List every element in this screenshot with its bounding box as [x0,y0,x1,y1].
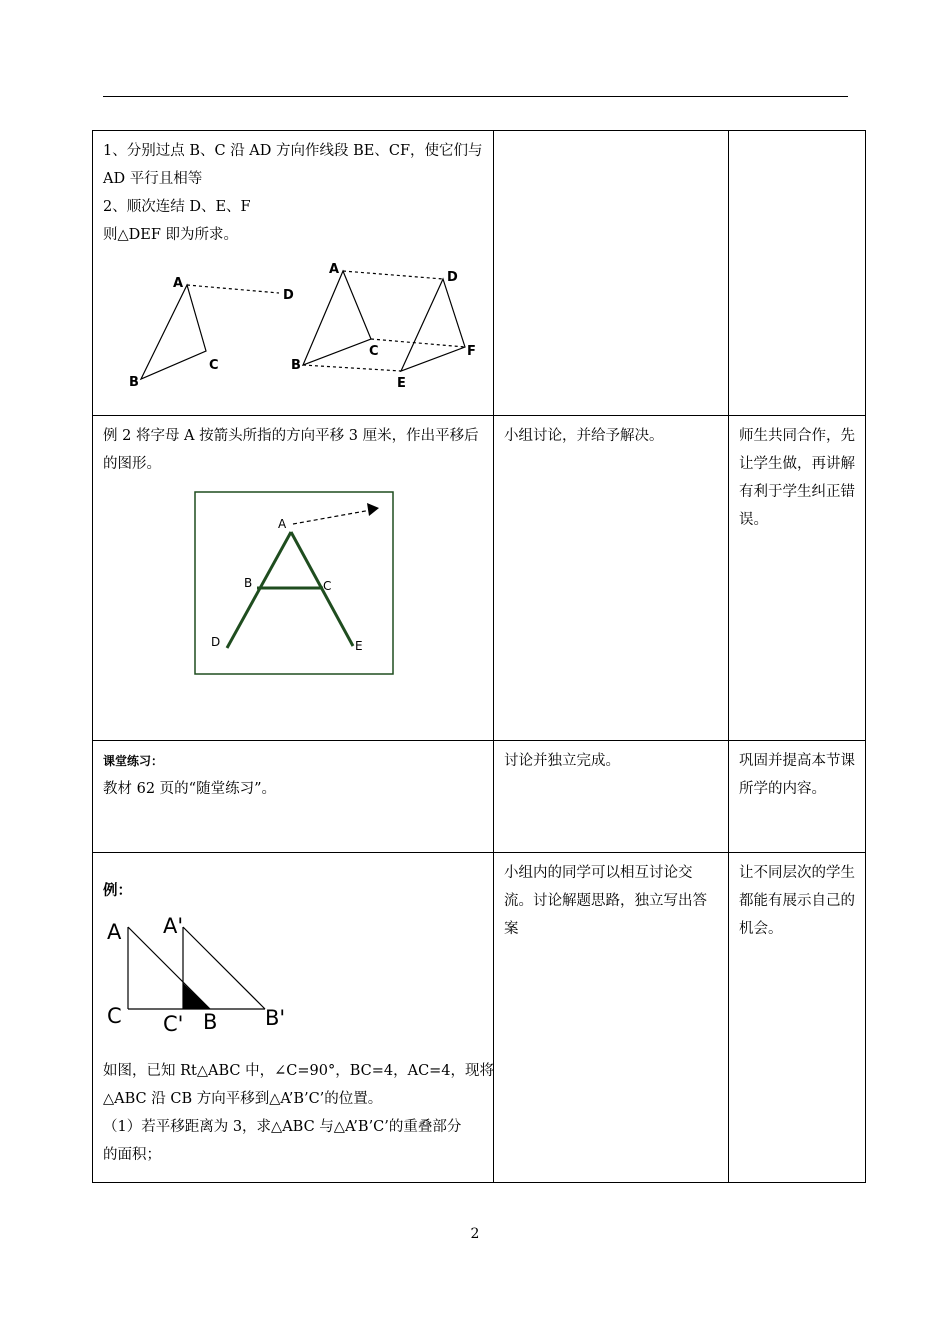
label-f: F [467,344,476,359]
cell-method [93,741,494,853]
cell-student-activity: 讨论并独立完成。 [494,741,729,853]
lesson-table [92,130,866,1183]
table-row [93,741,866,853]
label-b: B [244,576,253,590]
translation-construction-figure [103,249,483,399]
text-line: 则△DEF 即为所求。 [103,227,239,243]
header-rule [103,96,848,97]
label-c: C [369,344,379,359]
label-b-prime: B' [265,1006,286,1030]
label-a: A [278,517,287,531]
label-a: A [173,276,184,291]
cell-design-intent: 师生共同合作，先让学生做，再讲解有利于学生纠正错误。 [729,416,866,741]
text-line: △ABC 沿 CB 方向平移到△A’B’C’的位置。 [103,1091,383,1107]
cell-method [93,416,494,741]
cell-design-intent: 让不同层次的学生都能有展示自己的机会。 [729,853,866,1183]
label-e: E [397,376,406,391]
label-d: D [447,270,458,285]
label-b: B [291,358,301,373]
page-number: 2 [470,1226,480,1242]
right-prism-figure [303,271,465,371]
text-line: 的面积； [103,1147,161,1163]
letter-a-shape [227,532,353,648]
text-line: AD 平行且相等 [103,171,203,187]
translation-arrow [293,510,371,524]
section-heading: 例： [103,882,132,899]
label-e: E [355,639,363,653]
cell-student-activity: 小组内的同学可以相互讨论交流。讨论解题思路，独立写出答案 [494,853,729,1183]
cell-design-intent [729,131,866,416]
label-a-prime: A' [163,914,184,938]
table-row [93,416,866,741]
text-line: （1）若平移距离为 3，求△ABC 与△A’B’C’的重叠部分 [103,1119,462,1135]
text-line: 如图，已知 Rt△ABC 中，∠C=90°，BC=4，AC=4，现将 [103,1063,495,1079]
label-c: C [323,579,332,593]
right-triangle-translation-figure [103,905,483,1035]
figure-frame [195,492,393,674]
label-d: D [283,288,294,303]
label-d: D [211,635,221,649]
label-c: C [107,1004,122,1028]
cell-method [93,853,494,1183]
arrow-head-icon [367,503,379,516]
cell-student-activity [494,131,729,416]
table-row [93,131,866,416]
cell-student-activity: 小组讨论，并给予解决。 [494,416,729,741]
table-row [93,853,866,1183]
label-c: C [209,358,219,373]
label-a: A [107,920,122,944]
exercise-text: 教材 62 页的“随堂练习”。 [103,781,276,797]
label-b: B [129,375,139,390]
example-2-text: 例 2 将字母 A 按箭头所指的方向平移 3 厘米，作出平移后的图形。 [103,428,479,472]
label-b: B [203,1010,218,1034]
letter-a-figure [103,486,483,686]
cell-method [93,131,494,416]
text-line: 1、分别过点 B、C 沿 AD 方向作线段 BE、CF，使它们与 [103,143,483,159]
label-a: A [329,262,340,277]
label-c-prime: C' [163,1012,184,1035]
section-heading: 课堂练习： [103,754,164,768]
text-line: 2、顺次连结 D、E、F [103,199,251,215]
cell-design-intent: 巩固并提高本节课所学的内容。 [729,741,866,853]
